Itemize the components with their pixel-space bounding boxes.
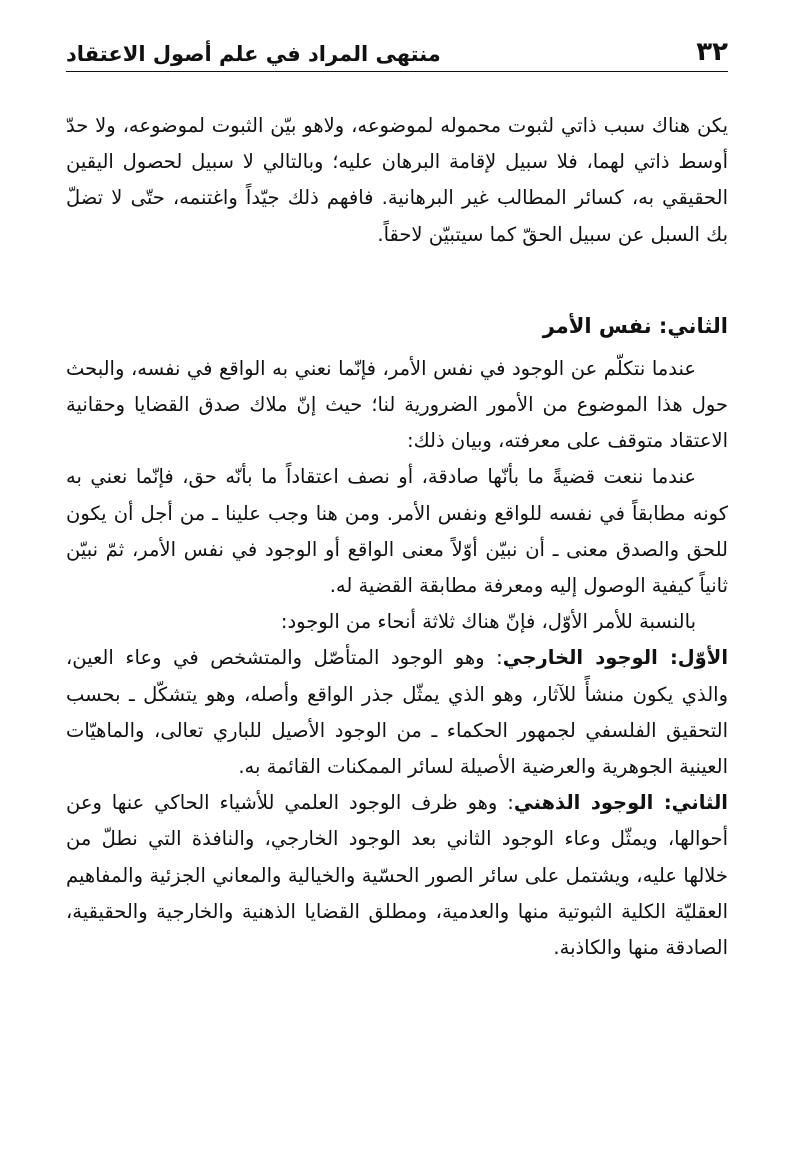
- page-number: ٣٢: [696, 37, 728, 67]
- page-body: [66, 108, 728, 966]
- paragraph: عندما ننعت قضيةً ما بأنّها صادقة، أو نصف اعتقاداً ما بأنّه حق، فإنّما نعني به كونه مطابقاً في نفسه للواقع ونفس الأمر. ومن هنا وجب علينا ـ من أجل أن يكون للحق والصدق معنى ـ أن نبيّن أوّلاً معنى الواقع أو الوجود في نفس الأمر، ثمّ نبيّن ثانياً كيفية الوصول إليه ومعرفة مطابقة القضية له.: [66, 465, 728, 598]
- book-title: منتهى المراد في علم أصول الاعتقاد: [66, 42, 441, 66]
- paragraph: عندما نتكلّم عن الوجود في نفس الأمر، فإنّما نعني به الواقع في نفسه، والبحث حول هذا الموضوع من الأمور الضرورية لنا؛ حيث إنّ ملاك صدق القضايا وحقانية الاعتقاد متوقف على معرفته، وبيان ذلك:: [66, 356, 728, 453]
- definition-item-external-existence: [66, 640, 728, 785]
- section-heading: [66, 307, 728, 345]
- definition-text: : وهو ظرف الوجود العلمي للأشياء الحاكي عنها وعن أحوالها، ويمثّل وعاء الوجود الثاني بعد الوجود الخارجي، والنافذة التي نطلّ من خلالها عليه، ويشتمل على سائر الصور الحسّية والخيالية والمعاني الجزئية والمفاهيم العقليّة الكلية الثبوتية منها والعدمية، ومطلق القضايا الذهنية والخارجية والحقيقية، الصادقة منها والكاذبة.: [66, 791, 728, 960]
- paragraph: بالنسبة للأمر الأوّل، فإنّ هناك ثلاثة أنحاء من الوجود:: [280, 610, 696, 634]
- definition-term: الأوّل: الوجود الخارجي: [502, 646, 728, 670]
- running-header: [66, 28, 728, 72]
- paragraph-continued: يكن هناك سبب ذاتي لثبوت محموله لموضوعه، ولاهو بيّن الثبوت لموضوعه، ولا حدّ أوسط ذاتي لهما، فلا سبيل لإقامة البرهان عليه؛ وبالتالي لا سبيل لحصول اليقين الحقيقي به، كسائر المطالب غير البرهانية. فافهم ذلك جيّداً واغتنمه، حتّى لا تضلّ بك السبل عن سبيل الحقّ كما سيتبيّن لاحقاً.: [66, 114, 728, 246]
- definition-term: الثاني: الوجود الذهني: [513, 791, 728, 815]
- section-heading-title: : نفس الأمر: [542, 313, 668, 338]
- definition-item-mental-existence: [66, 785, 728, 966]
- section-heading-term: الثاني: [667, 313, 728, 338]
- definition-text: : وهو الوجود المتأصّل والمتشخص في وعاء العين، والذي يكون منشأً للآثار، وهو الذي يمثّل جذر الواقع وأصله، وهو يتشكّل ـ بحسب التحقيق الفلسفي لجمهور الحكماء ـ من الوجود الأصيل للباري تعالى، والماهيّات العينية الجوهرية والعرضية الأصيلة لسائر الممكنات القائمة به.: [66, 646, 728, 779]
